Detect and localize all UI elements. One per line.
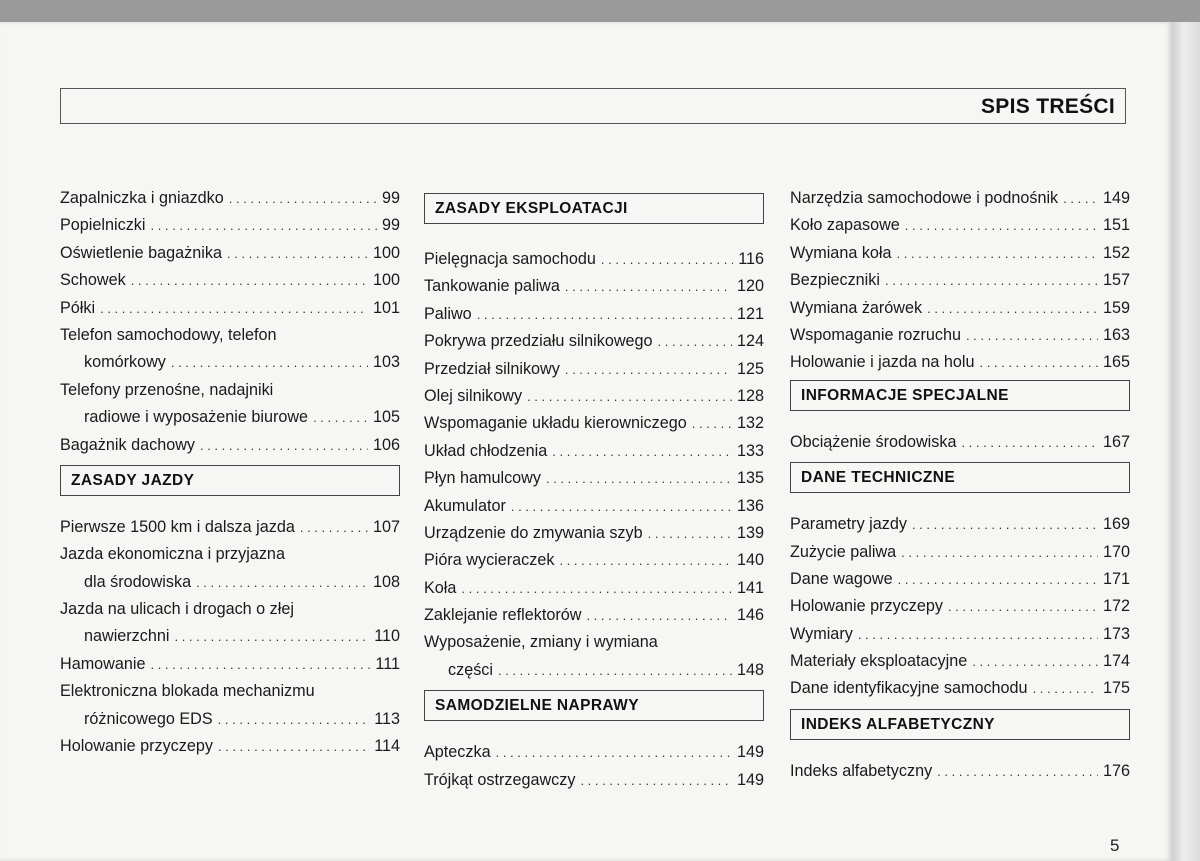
toc-entry-page: 128 <box>736 386 764 405</box>
dot-leader <box>174 623 369 650</box>
toc-entry-page: 114 <box>374 737 400 756</box>
toc-entry-title: Pióra wycieraczek <box>424 551 555 570</box>
toc-entry-page: 133 <box>736 441 764 460</box>
toc-group <box>424 739 764 794</box>
toc-entry-page: 174 <box>1102 652 1130 671</box>
toc-entry[interactable] <box>60 185 400 212</box>
toc-entry-page: 132 <box>736 414 764 433</box>
toc-entry-title: Obciążenie środowiska <box>790 432 957 451</box>
dot-leader <box>511 493 732 520</box>
toc-group <box>60 514 400 761</box>
toc-entry[interactable] <box>60 651 400 678</box>
toc-entry[interactable] <box>790 267 1130 294</box>
dot-leader <box>552 438 732 465</box>
toc-entry-page: 121 <box>736 304 764 323</box>
toc-entry[interactable] <box>60 240 400 267</box>
toc-entry[interactable] <box>60 706 400 733</box>
toc-entry[interactable] <box>60 212 400 239</box>
toc-entry-title: Trójkąt ostrzegawczy <box>424 770 576 789</box>
dot-leader <box>150 212 377 239</box>
toc-entry[interactable] <box>424 465 764 492</box>
toc-entry[interactable] <box>790 295 1130 322</box>
toc-entry-page: 120 <box>736 277 764 296</box>
toc-group <box>790 185 1130 377</box>
toc-entry-title: komórkowy <box>84 353 166 372</box>
toc-entry-title: Zapalniczka i gniazdko <box>60 189 224 207</box>
dot-leader <box>658 328 732 355</box>
toc-entry-page: 139 <box>736 523 764 542</box>
dot-leader <box>150 651 370 678</box>
toc-entry-title: Indeks alfabetyczny <box>790 761 933 780</box>
toc-entry[interactable] <box>790 675 1130 702</box>
toc-column-1 <box>60 185 400 760</box>
toc-entry-title: Koło zapasowe <box>790 216 900 235</box>
toc-entry-title: Wspomaganie rozruchu <box>790 325 961 344</box>
toc-entry[interactable] <box>60 596 400 623</box>
dot-leader <box>313 404 368 431</box>
dot-leader <box>972 648 1098 675</box>
section-heading-indeks-alfabetyczny: INDEKS ALFABETYCZNY <box>790 709 1130 740</box>
toc-entry[interactable] <box>60 322 400 349</box>
toc-column-2 <box>424 193 764 794</box>
toc-entry-page: 169 <box>1102 515 1130 534</box>
toc-entry-title: Jazda ekonomiczna i przyjazna <box>60 545 285 564</box>
toc-entry[interactable] <box>424 493 764 520</box>
dot-leader <box>461 575 732 602</box>
toc-entry-page: 167 <box>1102 432 1130 451</box>
dot-leader <box>498 657 732 684</box>
dot-leader <box>692 410 732 437</box>
toc-entry[interactable] <box>60 295 400 322</box>
toc-entry-page: 170 <box>1102 542 1130 561</box>
dot-leader <box>901 539 1098 566</box>
toc-entry[interactable] <box>790 511 1130 538</box>
toc-entry-page: 176 <box>1102 761 1130 780</box>
dot-leader <box>898 566 1098 593</box>
dot-leader <box>885 267 1098 294</box>
dot-leader <box>912 511 1098 538</box>
header-bar <box>60 88 1126 124</box>
toc-entry-title: Pielęgnacja samochodu <box>424 250 596 268</box>
toc-entry[interactable] <box>424 629 764 656</box>
toc-entry-title: Półki <box>60 298 96 317</box>
toc-entry[interactable] <box>424 273 764 300</box>
toc-entry-page: 148 <box>736 660 764 679</box>
toc-entry-page: 106 <box>372 435 400 454</box>
dot-leader <box>496 739 732 766</box>
toc-entry-page: 100 <box>372 243 400 262</box>
toc-entry-title: Popielniczki <box>60 216 146 235</box>
toc-entry[interactable] <box>424 328 764 355</box>
dot-leader <box>905 212 1098 239</box>
toc-entry-title: Oświetlenie bagażnika <box>60 243 222 262</box>
toc-entry-title: Holowanie przyczepy <box>60 737 213 756</box>
toc-entry-title: Wymiana żarówek <box>790 298 923 317</box>
toc-entry-title: Bezpieczniki <box>790 271 880 290</box>
toc-entry-page: 107 <box>372 517 400 536</box>
toc-entry-page: 140 <box>736 551 764 570</box>
toc-entry[interactable] <box>790 322 1130 349</box>
toc-group <box>60 185 400 459</box>
toc-entry-page: 171 <box>1102 569 1130 588</box>
toc-entry-page: 149 <box>1102 189 1130 207</box>
toc-group <box>790 511 1130 703</box>
toc-entry-page: 175 <box>1102 679 1130 698</box>
toc-entry-title: Pierwsze 1500 km i dalsza jazda <box>60 517 295 536</box>
dot-leader <box>196 569 368 596</box>
toc-entry[interactable] <box>790 429 1130 456</box>
toc-entry[interactable] <box>424 410 764 437</box>
toc-entry[interactable] <box>60 623 400 650</box>
toc-entry[interactable] <box>790 593 1130 620</box>
toc-entry[interactable] <box>424 602 764 629</box>
dot-leader <box>477 301 732 328</box>
toc-entry[interactable] <box>424 547 764 574</box>
dot-leader <box>131 267 368 294</box>
toc-entry-title: części <box>448 660 493 679</box>
toc-entry-page: 152 <box>1102 243 1130 262</box>
toc-entry[interactable] <box>60 678 400 705</box>
toc-entry-title: Narzędzia samochodowe i podnośnik <box>790 189 1059 207</box>
toc-entry[interactable] <box>790 539 1130 566</box>
toc-entry-title: Układ chłodzenia <box>424 441 548 460</box>
dot-leader <box>100 295 368 322</box>
toc-entry[interactable] <box>424 657 764 684</box>
dot-leader <box>300 514 368 541</box>
toc-group <box>424 246 764 684</box>
dot-leader <box>559 547 732 574</box>
toc-entry-title: nawierzchni <box>84 627 170 646</box>
dot-leader <box>586 602 732 629</box>
toc-entry-title: Wymiary <box>790 624 853 643</box>
toc-entry-title: Pokrywa przedziału silnikowego <box>424 332 653 351</box>
toc-entry-page: 157 <box>1102 271 1130 290</box>
dot-leader <box>227 240 368 267</box>
toc-entry[interactable] <box>790 185 1130 212</box>
toc-entry-title: Telefon samochodowy, telefon <box>60 325 277 344</box>
dot-leader <box>937 758 1098 785</box>
section-heading-informacje-specjalne: INFORMACJE SPECJALNE <box>790 380 1130 411</box>
toc-entry-title: różnicowego EDS <box>84 709 213 728</box>
page-title: SPIS TREŚCI <box>981 95 1115 118</box>
toc-entry-title: Materiały eksploatacyjne <box>790 652 968 671</box>
dot-leader <box>1063 185 1098 212</box>
dot-leader <box>218 733 369 760</box>
toc-entry-page: 165 <box>1102 353 1130 372</box>
toc-entry[interactable] <box>790 648 1130 675</box>
dot-leader <box>966 322 1098 349</box>
toc-entry[interactable] <box>424 767 764 794</box>
toc-entry[interactable] <box>60 377 400 404</box>
toc-entry-title: Apteczka <box>424 743 491 762</box>
dot-leader <box>580 767 732 794</box>
toc-entry-title: Jazda na ulicach i drogach o złej <box>60 600 294 619</box>
toc-entry[interactable] <box>424 575 764 602</box>
toc-entry-page: 173 <box>1102 624 1130 643</box>
toc-entry[interactable] <box>424 739 764 766</box>
toc-entry[interactable] <box>424 383 764 410</box>
toc-entry[interactable] <box>790 240 1130 267</box>
dot-leader <box>229 185 377 212</box>
toc-entry-title: Wspomaganie układu kierowniczego <box>424 414 687 433</box>
toc-entry-page: 108 <box>372 572 400 591</box>
toc-entry-title: Wymiana koła <box>790 243 892 262</box>
toc-entry[interactable] <box>790 349 1130 376</box>
toc-entry[interactable] <box>790 758 1130 785</box>
toc-entry[interactable] <box>790 566 1130 593</box>
toc-entry-title: Holowanie przyczepy <box>790 597 943 616</box>
dot-leader <box>948 593 1098 620</box>
toc-entry[interactable] <box>60 404 400 431</box>
toc-entry-title: Schowek <box>60 271 126 290</box>
dot-leader <box>565 273 732 300</box>
toc-entry-page: 125 <box>736 359 764 378</box>
toc-entry[interactable] <box>424 301 764 328</box>
toc-entry-page: 111 <box>375 654 400 673</box>
dot-leader <box>927 295 1098 322</box>
toc-entry[interactable] <box>424 520 764 547</box>
toc-entry-page: 110 <box>374 627 400 646</box>
toc-entry[interactable] <box>424 356 764 383</box>
dot-leader <box>546 465 732 492</box>
toc-entry-title: Olej silnikowy <box>424 386 523 405</box>
toc-entry-page: 103 <box>372 353 400 372</box>
toc-entry-page: 159 <box>1102 298 1130 317</box>
section-heading-samodzielne-naprawy: SAMODZIELNE NAPRAWY <box>424 690 764 721</box>
dot-leader <box>171 349 368 376</box>
toc-entry-page: 149 <box>736 770 764 789</box>
toc-entry-page: 146 <box>736 606 764 625</box>
dot-leader <box>961 429 1098 456</box>
toc-entry[interactable] <box>790 212 1130 239</box>
toc-entry[interactable] <box>790 621 1130 648</box>
toc-entry-title: Akumulator <box>424 496 506 515</box>
toc-entry-title: Parametry jazdy <box>790 515 907 534</box>
toc-entry-title: Holowanie i jazda na holu <box>790 353 975 372</box>
document-page <box>0 22 1172 861</box>
dot-leader <box>527 383 732 410</box>
toc-entry-title: Urządzenie do zmywania szyb <box>424 523 643 542</box>
toc-group <box>790 429 1130 456</box>
toc-entry-title: Hamowanie <box>60 654 146 673</box>
toc-entry-page: 113 <box>374 709 400 728</box>
toc-column-3 <box>790 185 1130 785</box>
toc-entry-title: Paliwo <box>424 304 472 323</box>
dot-leader <box>979 349 1098 376</box>
dot-leader <box>897 240 1098 267</box>
toc-entry-page: 99 <box>381 216 400 235</box>
dot-leader <box>601 246 733 273</box>
toc-entry-title: Elektroniczna blokada mechanizmu <box>60 682 315 701</box>
toc-entry[interactable] <box>60 349 400 376</box>
section-heading-zasady-eksploatacji: ZASADY EKSPLOATACJI <box>424 193 764 224</box>
dot-leader <box>1033 675 1098 702</box>
toc-entry-page: 136 <box>736 496 764 515</box>
toc-entry-page: 163 <box>1102 325 1130 344</box>
dot-leader <box>218 706 370 733</box>
toc-entry-title: Dane identyfikacyjne samochodu <box>790 679 1028 698</box>
toc-entry-title: Zużycie paliwa <box>790 542 897 561</box>
toc-entry-page: 172 <box>1102 597 1130 616</box>
toc-entry[interactable] <box>424 246 764 273</box>
toc-entry[interactable] <box>60 267 400 294</box>
toc-entry-page: 124 <box>736 332 764 351</box>
dot-leader <box>858 621 1098 648</box>
toc-entry-title: Tankowanie paliwa <box>424 277 560 296</box>
toc-entry-title: Telefony przenośne, nadajniki <box>60 380 274 399</box>
page-edge <box>1172 22 1200 861</box>
toc-entry[interactable] <box>60 733 400 760</box>
toc-entry-page: 100 <box>372 271 400 290</box>
toc-entry-title: Wyposażenie, zmiany i wymiana <box>424 633 658 652</box>
toc-entry-title: Przedział silnikowy <box>424 359 560 378</box>
section-heading-zasady-jazdy: ZASADY JAZDY <box>60 465 400 496</box>
toc-entry-title: Dane wagowe <box>790 569 893 588</box>
toc-entry[interactable] <box>60 541 400 568</box>
toc-entry-title: Koła <box>424 578 457 597</box>
toc-entry[interactable] <box>424 438 764 465</box>
toc-entry[interactable] <box>60 514 400 541</box>
dot-leader <box>200 432 368 459</box>
toc-entry[interactable] <box>60 569 400 596</box>
toc-entry-title: dla środowiska <box>84 572 192 591</box>
toc-entry-title: Zaklejanie reflektorów <box>424 606 582 625</box>
toc-entry-page: 149 <box>736 743 764 762</box>
toc-entry[interactable] <box>60 432 400 459</box>
toc-group <box>790 758 1130 785</box>
toc-entry-title: radiowe i wyposażenie biurowe <box>84 408 309 427</box>
toc-entry-title: Bagażnik dachowy <box>60 435 195 454</box>
toc-entry-title: Płyn hamulcowy <box>424 469 541 488</box>
section-heading-dane-techniczne: DANE TECHNICZNE <box>790 462 1130 493</box>
toc-entry-page: 101 <box>372 298 400 317</box>
toc-entry-page: 116 <box>738 250 764 268</box>
toc-entry-page: 151 <box>1102 216 1130 235</box>
dot-leader <box>565 356 732 383</box>
page-number: 5 <box>1110 836 1120 855</box>
dot-leader <box>648 520 732 547</box>
toc-entry-page: 135 <box>736 469 764 488</box>
toc-entry-page: 141 <box>736 578 764 597</box>
toc-entry-page: 99 <box>381 189 400 207</box>
toc-entry-page: 105 <box>372 408 400 427</box>
